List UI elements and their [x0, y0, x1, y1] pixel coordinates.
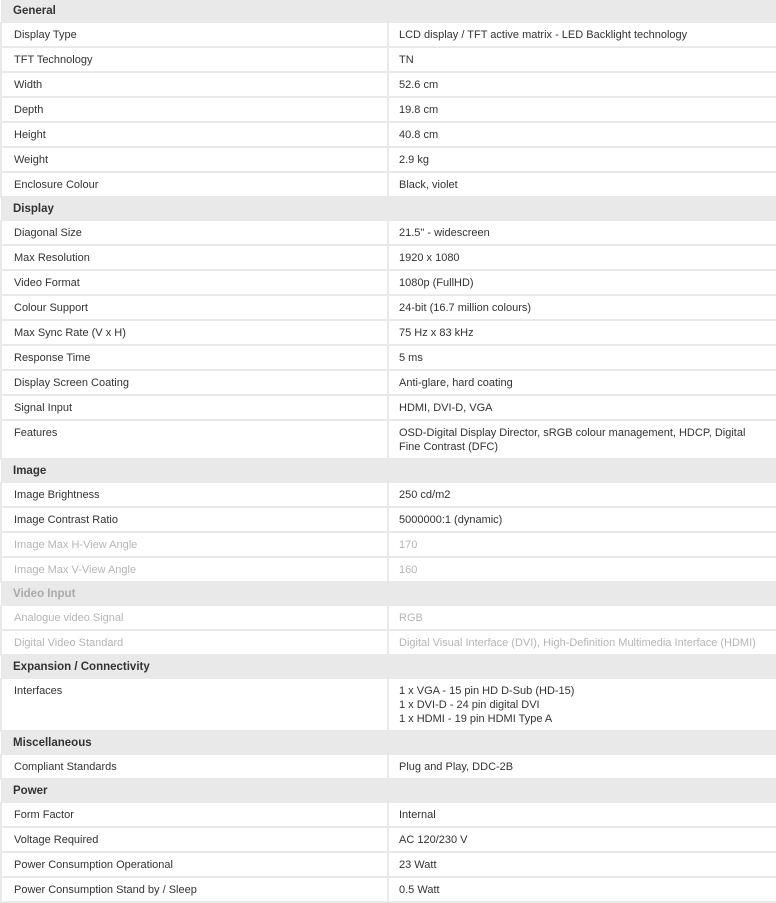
spec-label: Depth [1, 97, 388, 122]
spec-row [1, 320, 776, 345]
spec-row [1, 47, 776, 72]
spec-row [1, 877, 776, 902]
spec-value: Plug and Play, DDC-2B [388, 755, 776, 780]
section-header-miscellaneous [1, 731, 776, 755]
section-title: Power [1, 779, 776, 803]
spec-value: 1080p (FullHD) [388, 270, 776, 295]
spec-row [1, 221, 776, 246]
spec-row [1, 606, 776, 631]
spec-value: 2.9 kg [388, 147, 776, 172]
spec-label: Colour Support [1, 295, 388, 320]
spec-label: Analogue video Signal [1, 606, 388, 631]
section-header-video-input [1, 582, 776, 606]
spec-label: Display Screen Coating [1, 370, 388, 395]
spec-value: 52.6 cm [388, 72, 776, 97]
spec-row [1, 147, 776, 172]
spec-value-line: 1 x DVI-D - 24 pin digital DVI [399, 699, 540, 711]
spec-row [1, 557, 776, 582]
spec-value: TN [388, 47, 776, 72]
spec-label: Power Consumption Stand by / Sleep [1, 877, 388, 902]
section-header-image [1, 459, 776, 483]
spec-row [1, 679, 776, 732]
spec-label: Width [1, 72, 388, 97]
spec-value: 160 [388, 557, 776, 582]
spec-value: 250 cd/m2 [388, 483, 776, 508]
spec-label: Form Factor [1, 803, 388, 828]
spec-row [1, 852, 776, 877]
spec-value: Internal [388, 803, 776, 828]
spec-row [1, 483, 776, 508]
spec-row [1, 97, 776, 122]
section-header-power [1, 779, 776, 803]
spec-value: Black, violet [388, 172, 776, 197]
spec-value: HDMI, DVI-D, VGA [388, 395, 776, 420]
spec-row [1, 507, 776, 532]
spec-value: 5 ms [388, 345, 776, 370]
spec-label: Image Max H-View Angle [1, 532, 388, 557]
spec-row [1, 420, 776, 459]
spec-label: Voltage Required [1, 827, 388, 852]
spec-value: 170 [388, 532, 776, 557]
spec-label: Interfaces [1, 679, 388, 732]
section-header-display [1, 197, 776, 221]
spec-value: 24-bit (16.7 million colours) [388, 295, 776, 320]
spec-row [1, 630, 776, 655]
spec-row [1, 23, 776, 48]
spec-label: Compliant Standards [1, 755, 388, 780]
spec-value-line: 1 x VGA - 15 pin HD D-Sub (HD-15) [399, 685, 575, 697]
spec-label: Diagonal Size [1, 221, 388, 246]
spec-label: Max Sync Rate (V x H) [1, 320, 388, 345]
spec-label: Image Brightness [1, 483, 388, 508]
spec-value: Anti-glare, hard coating [388, 370, 776, 395]
spec-label: Features [1, 420, 388, 459]
spec-label: Digital Video Standard [1, 630, 388, 655]
spec-label: Response Time [1, 345, 388, 370]
spec-row [1, 72, 776, 97]
spec-row [1, 532, 776, 557]
spec-value: 0.5 Watt [388, 877, 776, 902]
spec-label: Video Format [1, 270, 388, 295]
spec-label: Enclosure Colour [1, 172, 388, 197]
spec-value: 21.5" - widescreen [388, 221, 776, 246]
spec-row [1, 295, 776, 320]
section-title: General [1, 0, 776, 23]
spec-label: Weight [1, 147, 388, 172]
spec-value: 19.8 cm [388, 97, 776, 122]
spec-label: TFT Technology [1, 47, 388, 72]
spec-value: 75 Hz x 83 kHz [388, 320, 776, 345]
spec-value: 1920 x 1080 [388, 245, 776, 270]
section-title: Expansion / Connectivity [1, 655, 776, 679]
spec-value: Digital Visual Interface (DVI), High-Definition Multimedia Interface (HDMI) [388, 630, 776, 655]
section-header-general [1, 0, 776, 23]
spec-row [1, 370, 776, 395]
spec-label: Display Type [1, 23, 388, 48]
spec-value: 40.8 cm [388, 122, 776, 147]
section-title: Video Input [1, 582, 776, 606]
spec-label: Max Resolution [1, 245, 388, 270]
spec-value [388, 679, 776, 732]
spec-value-line: 1 x HDMI - 19 pin HDMI Type A [399, 713, 553, 725]
spec-value: OSD-Digital Display Director, sRGB colour management, HDCP, Digital Fine Contrast (DFC) [388, 420, 776, 459]
spec-row [1, 345, 776, 370]
spec-row [1, 245, 776, 270]
spec-value: AC 120/230 V [388, 827, 776, 852]
section-header-expansion-connectivity [1, 655, 776, 679]
spec-row [1, 270, 776, 295]
spec-label: Image Max V-View Angle [1, 557, 388, 582]
section-title: Image [1, 459, 776, 483]
spec-value: LCD display / TFT active matrix - LED Backlight technology [388, 23, 776, 48]
spec-row [1, 755, 776, 780]
spec-row [1, 395, 776, 420]
spec-row [1, 172, 776, 197]
spec-label: Signal Input [1, 395, 388, 420]
spec-row [1, 803, 776, 828]
section-title: Display [1, 197, 776, 221]
spec-label: Height [1, 122, 388, 147]
spec-value: 23 Watt [388, 852, 776, 877]
spec-label: Power Consumption Operational [1, 852, 388, 877]
spec-value: RGB [388, 606, 776, 631]
spec-row [1, 122, 776, 147]
spec-row [1, 827, 776, 852]
section-title: Miscellaneous [1, 731, 776, 755]
spec-value: 5000000:1 (dynamic) [388, 507, 776, 532]
spec-label: Image Contrast Ratio [1, 507, 388, 532]
